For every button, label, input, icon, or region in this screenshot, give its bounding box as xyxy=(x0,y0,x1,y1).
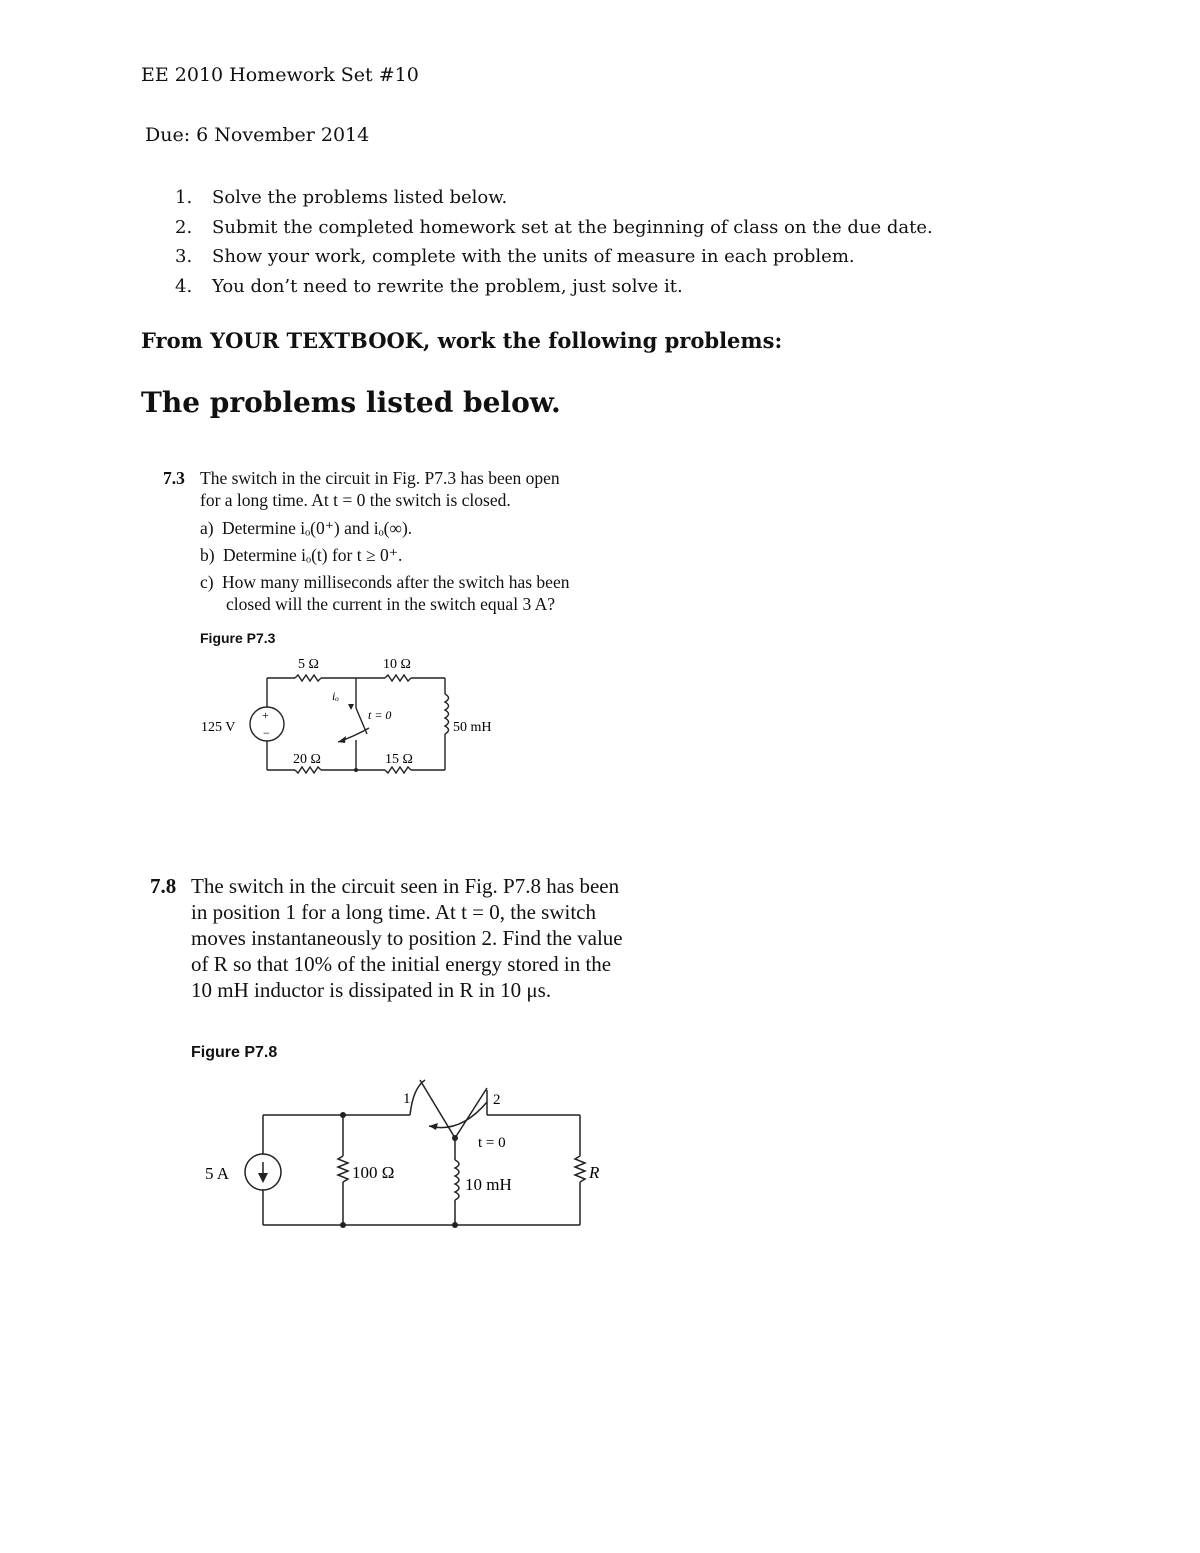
resistor-zigzag xyxy=(295,675,321,681)
source-label: 5 A xyxy=(205,1164,230,1183)
problem-text-line: for a long time. At t = 0 the switch is closed. xyxy=(200,490,511,510)
circuit-diagram-p7-3 xyxy=(195,650,525,785)
list-item: 4. You don’t need to rewrite the problem, just solve it. xyxy=(175,275,683,297)
switch-label: t = 0 xyxy=(368,708,392,722)
problem-text-line: The switch in the circuit in Fig. P7.3 has been open xyxy=(200,468,560,488)
resistor-label: 10 Ω xyxy=(383,657,411,672)
resistor-label: 20 Ω xyxy=(293,752,321,767)
resistor-label: 100 Ω xyxy=(352,1163,395,1182)
problem-text-line: of R so that 10% of the initial energy stored in the xyxy=(191,952,612,976)
switch-label: t = 0 xyxy=(478,1135,506,1151)
problem-text-line: moves instantaneously to position 2. Find the value xyxy=(191,926,623,950)
problem-text-line: in position 1 for a long time. At t = 0, the switch xyxy=(191,900,596,924)
resistor-label: 5 Ω xyxy=(298,657,319,672)
problem-7-8 xyxy=(150,873,623,1003)
problem-part-c: c) How many milliseconds after the switch has been closed will the current in the switch equal 3 A? xyxy=(200,572,570,614)
problem-7-3 xyxy=(163,467,569,615)
load-label: R xyxy=(589,1163,600,1182)
problem-text-line: The switch in the circuit seen in Fig. P7.8 has been xyxy=(191,874,620,898)
from-textbook-heading: From YOUR TEXTBOOK, work the following problems: xyxy=(141,328,783,353)
problem-number: 7.8 xyxy=(150,874,177,898)
source-label: 125 V xyxy=(201,720,236,735)
list-item: 3. Show your work, complete with the units of measure in each problem. xyxy=(175,246,855,267)
problem-text-line: 10 mH inductor is dissipated in R in 10 μs. xyxy=(191,978,552,1002)
figure-label: Figure P7.8 xyxy=(191,1044,278,1061)
circuit-diagram-p7-8 xyxy=(195,1068,615,1233)
source-plus: + xyxy=(262,708,269,722)
current-label: iₒ xyxy=(332,689,339,703)
problem-part-b: b) Determine iₒ(t) for t ≥ 0⁺. xyxy=(200,545,403,565)
inductor-label: 50 mH xyxy=(453,720,492,735)
problems-heading: The problems listed below. xyxy=(141,386,561,419)
list-item: 2. Submit the completed homework set at the beginning of class on the due date. xyxy=(175,216,933,238)
instruction-list xyxy=(175,183,933,301)
list-item: 1. Solve the problems listed below. xyxy=(175,187,508,208)
switch-position-1: 1 xyxy=(403,1091,411,1107)
source-minus: − xyxy=(263,726,270,740)
resistor-label: 15 Ω xyxy=(385,752,413,767)
switch-position-2: 2 xyxy=(493,1092,501,1108)
document-title: EE 2010 Homework Set #10 xyxy=(141,64,419,86)
problem-number: 7.3 xyxy=(163,468,185,488)
figure-label: Figure P7.3 xyxy=(200,630,276,646)
due-date: Due: 6 November 2014 xyxy=(145,124,370,146)
problem-part-a: a) Determine iₒ(0⁺) and iₒ(∞). xyxy=(200,518,413,538)
inductor-label: 10 mH xyxy=(465,1175,512,1194)
